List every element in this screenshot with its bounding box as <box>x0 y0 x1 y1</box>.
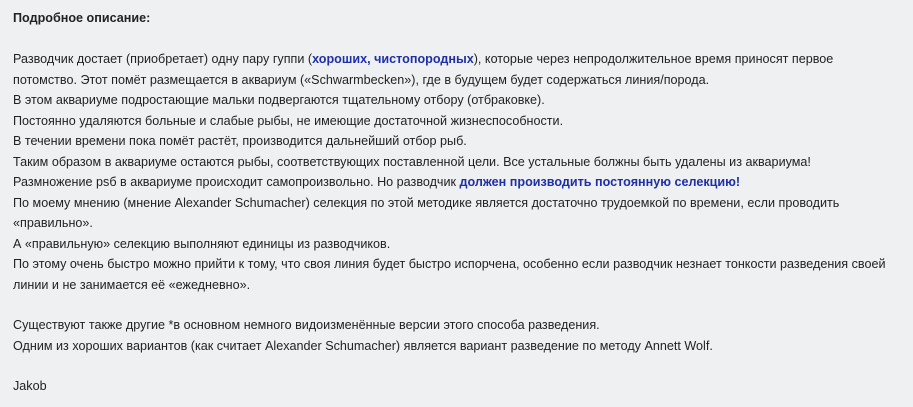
text-line-13: Существуют также другие *в основном немного видоизменённые версии этого способа разведения. <box>13 318 600 332</box>
text-line-7 <box>13 172 913 193</box>
text-segment: ), которые через непродолжительное время приносят первое <box>473 52 834 66</box>
text-line-3: В этом аквариуме подростающие мальки подвергаются тщательному отбору (отбраковке). <box>13 93 545 107</box>
text-line-2: потомство. Этот помёт размещается в аквариум («Schwarmbecken»), где в будущем будет содержаться линия/порода. <box>13 72 710 87</box>
text-segment: Разводчик достает (приобретает) одну пару гуппи ( <box>13 52 313 66</box>
text-line-10: А «правильную» селекцию выполняют единицы из разводчиков. <box>13 236 391 251</box>
text-line-4: Постоянно удаляются больные и слабые рыбы, не имеющие достаточной жизнеспособности. <box>13 113 564 128</box>
text-line-5: В течении времени пока помёт растёт, производится дальнейший отбор рыб. <box>13 134 467 148</box>
spacer <box>13 28 913 49</box>
text-line-1 <box>13 49 913 70</box>
highlight-good-purebred: хороших, чистопородных <box>312 52 474 66</box>
paragraph-gap <box>13 295 913 315</box>
text-line-9: «правильно». <box>13 216 93 230</box>
text-line-6: Таким образом в аквариуме остаются рыбы, соответствующих поставленной цели. Все устальные болжны быть удалены из аквариума! <box>13 154 811 169</box>
highlight-selection: должен производить постоянную селекцию! <box>459 175 741 189</box>
text-line-14: Одним из хороших вариантов (как считает Alexander Schumacher) является вариант разведение по методу Annett Wolf. <box>13 338 713 353</box>
text-line-12: линии и не занимается её «ежедневно». <box>13 277 251 292</box>
signature: Jakob <box>13 379 47 393</box>
description-heading: Подробное описание: <box>13 11 151 25</box>
text-line-11: По этому очень быстро можно прийти к тому, что своя линия будет быстро испорчена, особенно если разводчик незнает тонкости разведения своей <box>13 257 886 271</box>
text-line-8: По моему мнению (мнение Alexander Schumacher) селекция по этой методике является достаточно трудоемкой по времени, если проводить <box>13 195 840 210</box>
paragraph-gap <box>13 356 913 376</box>
text-segment: Размножение psб в аквариуме происходит самопроизвольно. Но разводчик <box>13 175 460 189</box>
